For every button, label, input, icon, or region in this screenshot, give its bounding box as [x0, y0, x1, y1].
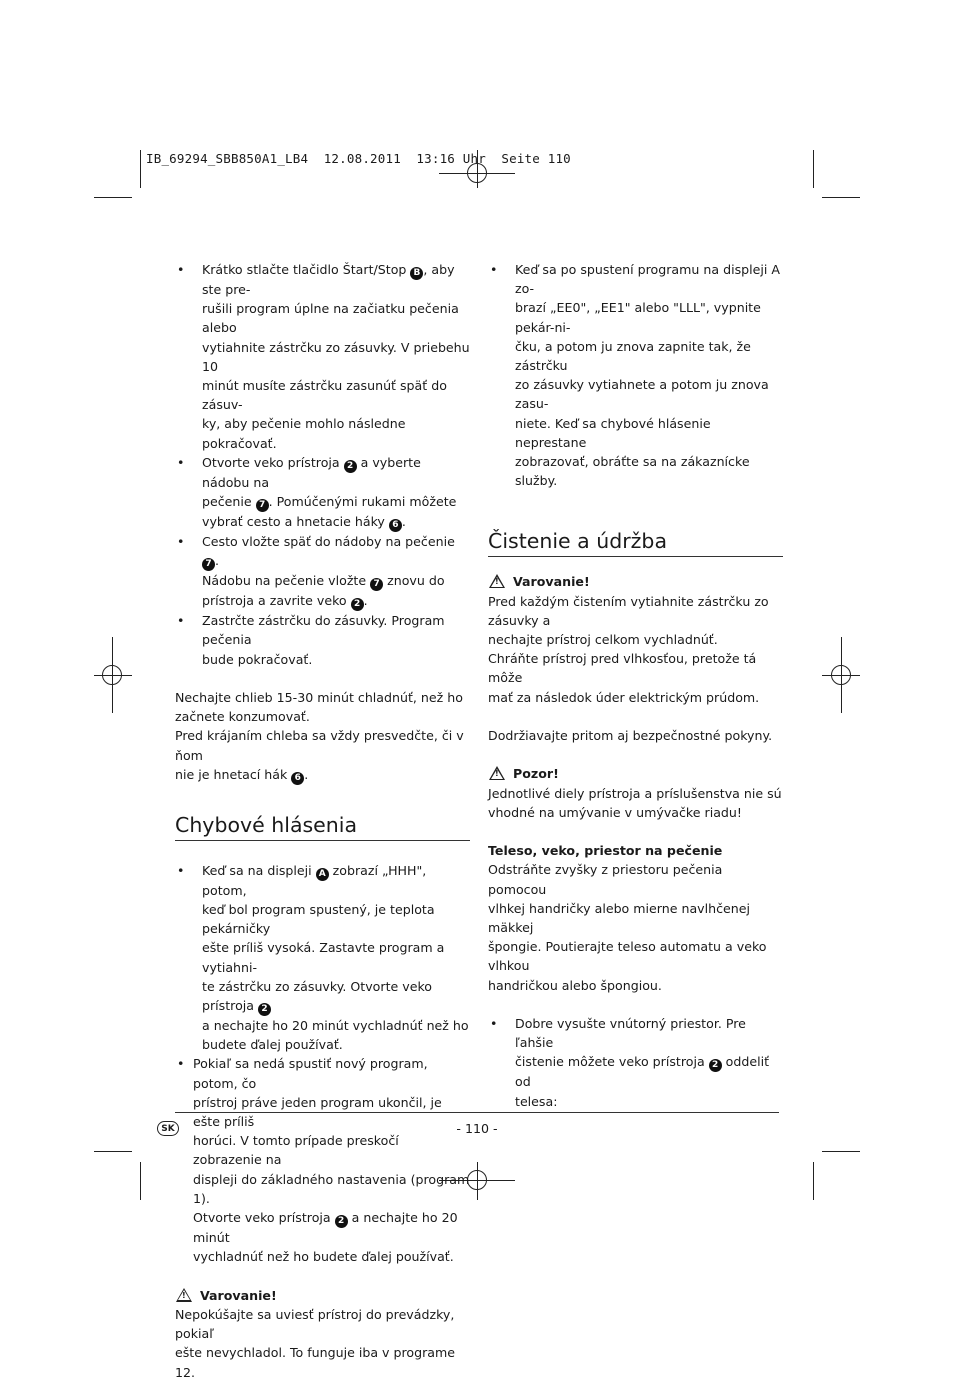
- part-ref-icon: 7: [256, 499, 269, 512]
- footer-rule: [175, 1112, 779, 1113]
- page-number: - 110 -: [456, 1121, 498, 1136]
- warning-title: ! Varovanie!: [175, 1286, 470, 1305]
- subheading: Teleso, veko, priestor na pečenie: [488, 843, 723, 859]
- part-ref-icon: 2: [344, 460, 357, 473]
- part-ref-icon: 6: [389, 519, 402, 532]
- warning-icon: !: [489, 766, 505, 780]
- list-item: • Otvorte veko prístroja 2 a vyberte nádobu na pečenie 7 . Pomúčenými rukami môžete vybrať cesto a hnetacie háky 6 .: [177, 454, 457, 531]
- list-item: • Krátko stlačte tlačidlo Štart/Stop B , aby ste pre- rušili program úplne na začiatku pečenia alebo vytiahnite zástrčku zo zásuvky. V priebehu 10 minút musíte zástrčku zasunúť späť do zásuv- ky, aby pečenie mohlo následne pokračovať.: [177, 262, 470, 451]
- left-column: • Krátko stlačte tlačidlo Štart/Stop B , aby ste pre- rušili program úplne na začiatku pečenia alebo vytiahnite zástrčku zo zásuvky. V priebehu 10 minút musíte zástrčku zasunúť späť do zásuv- ky, aby pečenie mohlo následne pokračovať. • Otvorte veko prístroja 2 a vyberte nádobu na pečenie 7 . Pomúčenými rukami môžete vybrať cesto a hnetacie háky 6 . • Cesto vložte späť do nádoby na pečenie 7 . Nádobu na pečenie vložte 7 znovu do prístroja a zavrite veko 2 . • Zastrčte zástrčku do zásuvky. Program pečenia bude pokračovať. Nechajte chlieb 15-30 minút chladnúť, než ho začnete konzumovať. Pred krájaním chleba sa vždy presvedčte, či v ňom nie je hnetací hák 6 . Chybové hlásenia • Keď sa na displeji A zobrazí „HHH", potom, keď bol program spustený, je teplota pekárničky ešte príliš vysoká. Zastavte program a vytiahni- te zástrčku zo zásuvky. Otvorte veko prístroja 2 a nechajte ho 20 minút vychladnúť než ho budete ďalej používať. • Pokiaľ sa nedá spustiť nový program, potom, čo prístroj práve jeden program ukončil, je ešte príliš horúci. V tomto prípade preskočí zobrazenie na displeji do základného nastavenia (program 1). Otvorte veko prístroja 2 a nechajte ho 20 minút vychladnúť než ho budete ďalej používať. ! Varovanie! Nepokúšajte sa uviesť prístroj do prevádzky, pokiaľ ešte nevychladol. To funguje iba v programe 12.: [175, 262, 470, 1380]
- section-heading: Chybové hlásenia: [175, 812, 470, 841]
- part-ref-icon: 2: [258, 1003, 271, 1016]
- section-heading: Čistenie a údržba: [488, 528, 783, 557]
- part-ref-icon: 6: [291, 772, 304, 785]
- print-slug: IB_69294_SBB850A1_LB4 12.08.2011 13:16 Uhr Seite 110: [146, 151, 571, 166]
- part-ref-icon: 2: [335, 1215, 348, 1228]
- caution-title: ! Pozor!: [488, 764, 783, 783]
- list-item: • Keď sa na displeji A zobrazí „HHH", potom, keď bol program spustený, je teplota pekárničky ešte príliš vysoká. Zastavte program a vytiahni- te zástrčku zo zásuvky. Otvorte veko prístroja 2 a nechajte ho 20 minút vychladnúť než ho budete ďalej používať.: [177, 862, 469, 1053]
- language-badge: SK: [157, 1121, 179, 1136]
- part-ref-icon: 7: [370, 578, 383, 591]
- list-item: • Pokiaľ sa nedá spustiť nový program, potom, čo prístroj práve jeden program ukončil, je ešte príliš horúci. V tomto prípade preskočí zobrazenie na displeji do základného nastavenia (program 1). Otvorte veko prístroja 2 a nechajte ho 20 minút vychladnúť než ho budete ďalej používať.: [177, 1056, 470, 1265]
- warning-title: ! Varovanie!: [488, 572, 783, 591]
- right-column: • Keď sa po spustení programu na displeji A zo- brazí „EE0", „EE1" alebo "LLL", vypnite pekár-ni- čku, a potom ju znova zapnite tak, že zástrčku zo zásuvky vytiahnete a potom ju znova zasu- niete. Keď sa chybové hlásenie neprestane zobrazovať, obráťte sa na zákaznícke služby. Čistenie a údržba ! Varovanie! Pred každým čistením vytiahnite zástrčku zo zásuvky a nechajte prístroj celkom vychladnúť. Chráňte prístroj pred vlhkosťou, pretože tá môže mať za následok úder elektrickým prúdom. Dodržiavajte pritom aj bezpečnostné pokyny. ! Pozor! Jednotlivé diely prístroja a príslušenstva nie sú vhodné na umývanie v umývačke riadu! Teleso, veko, priestor na pečenie Odstráňte zvyšky z priestoru pečenia pomocou vlhkej handričky alebo mierne navlhčenej mäkkej špongie. Poutierajte teleso automatu a veko vlhkou handričkou alebo špongiou. • Dobre vysušte vnútorný priestor. Pre ľahšie čistenie môžete veko prístroja 2 oddeliť od telesa:: [488, 260, 783, 1111]
- display-ref-icon: A: [316, 868, 329, 881]
- list-item: • Zastrčte zástrčku do zásuvky. Program pečenia bude pokračovať.: [177, 613, 445, 667]
- part-ref-icon: 7: [202, 558, 215, 571]
- part-ref-icon: 2: [351, 598, 364, 611]
- list-item: • Cesto vložte späť do nádoby na pečenie 7 . Nádobu na pečenie vložte 7 znovu do prístroja a zavrite veko 2 .: [177, 534, 455, 610]
- warning-icon: !: [489, 574, 505, 588]
- paragraph: Nechajte chlieb 15-30 minút chladnúť, než ho začnete konzumovať. Pred krájaním chleba sa vždy presvedčte, či v ňom nie je hnetací hák 6 .: [175, 690, 464, 783]
- list-item: • Dobre vysušte vnútorný priestor. Pre ľahšie čistenie môžete veko prístroja 2 oddeliť od telesa:: [490, 1016, 770, 1109]
- button-ref-b-icon: B: [410, 267, 423, 280]
- warning-icon: !: [176, 1288, 192, 1302]
- part-ref-icon: 2: [709, 1059, 722, 1072]
- list-item: • Keď sa po spustení programu na displeji A zo- brazí „EE0", „EE1" alebo "LLL", vypnite pekár-ni- čku, a potom ju znova zapnite tak, že zástrčku zo zásuvky vytiahnete a potom ju znova zasu- niete. Keď sa chybové hlásenie neprestane zobrazovať, obráťte sa na zákaznícke služby.: [490, 262, 780, 489]
